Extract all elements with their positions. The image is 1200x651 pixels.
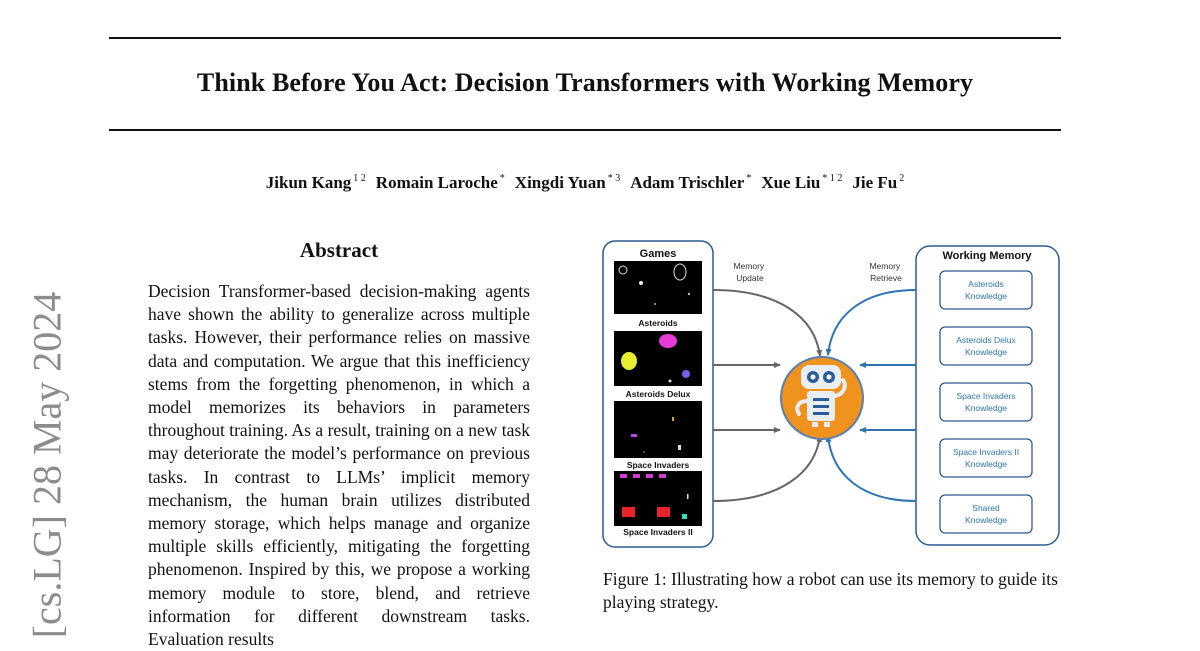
arrow-memory-to-robot-4 <box>828 436 916 501</box>
knowledge-box-4 <box>940 439 1032 477</box>
knowledge-box-label: Knowledge <box>964 403 1008 413</box>
game-screen-space-invaders <box>614 401 702 458</box>
author-affiliation: 1 2 <box>353 173 366 184</box>
author-4 <box>630 173 751 192</box>
author-affiliation: * 1 2 <box>822 173 843 184</box>
knowledge-box-label: Knowledge <box>964 515 1008 525</box>
game-screen-asteroids-delux <box>614 331 702 386</box>
paper-title: Think Before You Act: Decision Transformers with Working Memory <box>196 68 974 97</box>
author-name: Jikun Kang <box>265 173 352 192</box>
author-name: Xingdi Yuan <box>514 173 606 192</box>
author-name: Romain Laroche <box>375 173 498 192</box>
arrow-games-to-robot-4 <box>713 436 820 501</box>
arxiv-stamp <box>22 280 72 650</box>
author-affiliation: * 3 <box>607 173 621 184</box>
figure-caption: Figure 1: Illustrating how a robot can use its memory to guide its playing strategy. <box>603 569 1058 612</box>
knowledge-box-2 <box>940 327 1032 365</box>
author-name: Jie Fu <box>852 173 898 192</box>
arrow-games-to-robot-1 <box>713 290 820 356</box>
game-label-space-invaders-ii: Space Invaders II <box>623 527 693 537</box>
figure-1 <box>600 238 1066 554</box>
title-bottom-rule <box>109 129 1061 131</box>
game-label-space-invaders: Space Invaders <box>626 460 690 470</box>
knowledge-box-label: Knowledge <box>964 291 1008 301</box>
robot-icon <box>781 357 863 439</box>
working-memory-title: Working Memory <box>942 250 1032 262</box>
memory-retrieve-label: Memory Retrieve <box>869 261 902 283</box>
author-name: Adam Trischler <box>630 173 745 192</box>
author-list <box>109 173 1061 193</box>
game-screen-space-invaders-ii <box>614 471 702 526</box>
author-2 <box>376 173 505 192</box>
knowledge-box-label: Space Invaders <box>956 391 1016 401</box>
arxiv-stamp-text: [cs.LG] 28 May 2024 <box>24 291 70 639</box>
author-3 <box>515 173 620 192</box>
arrow-memory-to-robot-1 <box>828 290 916 355</box>
knowledge-box-label: Asteroids <box>968 279 1004 289</box>
abstract-body: Decision Transformer-based decision-making agents have shown the ability to generalize across multiple tasks. However, their performance relies on massive data and computation. We argue that this inefficiency stems from the forgetting phenomenon, in which a model memorizes its behaviors in parameters throughout training. As a result, training on a new task may deteriorate the model’s performance on previous tasks. In contrast to LLMs’ implicit memory mechanism, the human brain utilizes distributed memory storage, which helps manage and organize multiple skills efficiently, mitigating the forgetting phenomenon. Inspired by this, we propose a working memory module to store, blend, and retrieve information for different downstream tasks. Evaluation results <box>148 281 530 650</box>
game-screen-asteroids <box>614 261 702 314</box>
title-top-rule <box>109 37 1061 39</box>
author-5 <box>761 173 842 192</box>
author-affiliation: * <box>499 173 505 184</box>
knowledge-box-label: Shared <box>972 503 1000 513</box>
game-label-asteroids-delux: Asteroids Delux <box>625 389 691 399</box>
knowledge-box-3 <box>940 383 1032 421</box>
knowledge-box-1 <box>940 271 1032 309</box>
author-affiliation: 2 <box>899 173 905 184</box>
game-label-asteroids: Asteroids <box>638 318 678 328</box>
memory-update-label: Memory Update <box>733 261 765 283</box>
author-6 <box>852 173 904 192</box>
author-1 <box>266 173 366 192</box>
knowledge-box-label: Space Invaders II <box>952 447 1020 457</box>
games-title: Games <box>639 248 677 260</box>
knowledge-box-5 <box>940 495 1032 533</box>
author-affiliation: * <box>746 173 752 184</box>
knowledge-box-label: Knowledge <box>964 459 1008 469</box>
knowledge-box-label: Knowledge <box>964 347 1008 357</box>
author-name: Xue Liu <box>761 173 821 192</box>
knowledge-box-label: Asteroids Delux <box>956 335 1016 345</box>
abstract-heading: Abstract <box>299 238 379 262</box>
